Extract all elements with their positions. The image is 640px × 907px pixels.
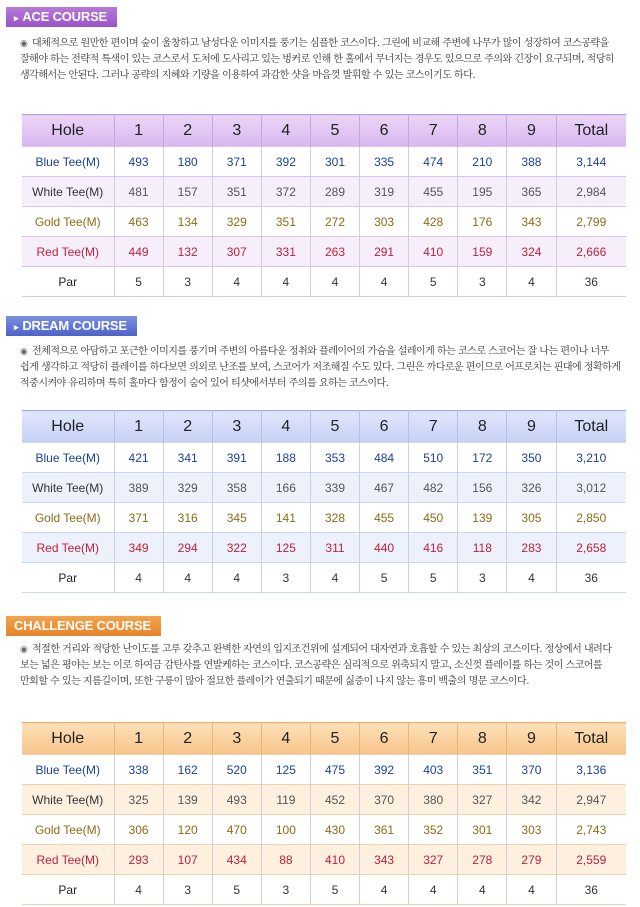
table-cell: 410: [409, 237, 458, 267]
table-row: [22, 503, 626, 533]
table-row: [22, 563, 626, 593]
table-cell: 107: [163, 845, 212, 875]
table-cell: 306: [114, 815, 163, 845]
table-cell: 470: [212, 815, 261, 845]
table-cell: 352: [409, 815, 458, 845]
scorecard-table: [22, 114, 626, 297]
table-row: [22, 147, 626, 177]
table-row: [22, 755, 626, 785]
table-cell: 2,850: [576, 510, 607, 525]
table-cell: 4: [310, 563, 359, 593]
course-title-badge: ▸ ACE COURSE: [6, 7, 117, 27]
table-cell: 365: [507, 177, 556, 207]
table-cell: 351: [458, 755, 507, 785]
header-cell: 8: [458, 115, 507, 147]
header-cell: 2: [163, 723, 212, 755]
table-cell: 341: [163, 443, 212, 473]
tee-name: Gold Tee(M): [22, 207, 114, 237]
course-title-badge: CHALLENGE COURSE: [6, 616, 161, 636]
header-cell: 5: [310, 723, 359, 755]
table-row: [22, 443, 626, 473]
table-cell: 338: [114, 755, 163, 785]
table-cell: 371: [212, 147, 261, 177]
table-header-row: [22, 115, 626, 147]
table-cell: 4: [114, 563, 163, 593]
table-cell: 36: [584, 882, 598, 897]
table-cell: 311: [310, 533, 359, 563]
table-cell: 132: [163, 237, 212, 267]
header-cell: Total: [556, 723, 626, 755]
table-row: [22, 815, 626, 845]
table-cell: 283: [507, 533, 556, 563]
table-cell: 2,799: [576, 214, 607, 229]
header-cell: 8: [458, 411, 507, 443]
table-cell: 452: [310, 785, 359, 815]
table-cell: 4: [163, 563, 212, 593]
table-cell: 455: [409, 177, 458, 207]
table-row: [22, 875, 626, 905]
table-cell: 474: [409, 147, 458, 177]
header-cell: Hole: [22, 723, 114, 755]
table-cell: 328: [310, 503, 359, 533]
table-cell: 421: [114, 443, 163, 473]
course-description: ◉ 대체적으로 원만한 편이며 숲이 울창하고 남성다운 이미지를 풍기는 심플한 코스이다. 그린에 비교해 주변에 나무가 많이 성장하여 코스공략을 잘해야 하는 전략적 특색이 있는 코스로서 도처에 도사리고 있는 벙커로 인해 한 홀에서 무너지는 경우도 있으므로 주의와 긴장이 요구되며, 적당히 생각해서는 안된다. 그러나 공략의 지혜와 기량을 이용하여 과감한 샷을 마음껏 발휘할 수 있는 코스이기도 하다.: [20, 38, 615, 81]
table-cell: 156: [458, 473, 507, 503]
table-cell: 343: [507, 207, 556, 237]
table-cell: 36: [584, 274, 598, 289]
table-cell: 195: [458, 177, 507, 207]
table-cell: 162: [163, 755, 212, 785]
table-cell: 289: [310, 177, 359, 207]
table-cell: 467: [360, 473, 409, 503]
header-cell: 7: [409, 115, 458, 147]
table-cell: 279: [507, 845, 556, 875]
table-cell: 370: [507, 755, 556, 785]
table-cell: 3,012: [556, 473, 626, 503]
table-cell: 141: [261, 503, 310, 533]
table-cell: 484: [360, 443, 409, 473]
table-cell: 139: [163, 785, 212, 815]
table-cell: 325: [114, 785, 163, 815]
header-cell: Hole: [22, 411, 114, 443]
table-cell: 416: [409, 533, 458, 563]
table-cell: 380: [409, 785, 458, 815]
tee-name: White Tee(M): [22, 473, 114, 503]
table-cell: 2,947: [556, 785, 626, 815]
table-cell: 4: [360, 267, 409, 297]
table-cell: 100: [261, 815, 310, 845]
table-cell: 403: [409, 755, 458, 785]
table-cell: 125: [261, 755, 310, 785]
header-cell: 8: [458, 723, 507, 755]
table-cell: 392: [360, 755, 409, 785]
header-cell: Hole: [22, 115, 114, 147]
tee-name: Blue Tee(M): [22, 147, 114, 177]
header-cell: 7: [409, 723, 458, 755]
table-cell: 3,144: [576, 154, 607, 169]
chevron-right-icon: ▸: [14, 13, 19, 23]
table-cell: 88: [261, 845, 310, 875]
table-cell: 4: [458, 875, 507, 905]
table-cell: 388: [507, 147, 556, 177]
table-cell: 342: [507, 785, 556, 815]
table-cell: 125: [261, 533, 310, 563]
header-cell: 1: [114, 115, 163, 147]
header-cell: 2: [163, 115, 212, 147]
course-description: ◉ 전체적으로 아담하고 포근한 이미지를 풍기며 주변의 아름다운 정취와 플레이어의 가슴을 설레이게 하는 코스로 스코어는 잘 나는 편이나 너무 쉽게 생각하고 적당히 플레이를 하다보면 의외로 난조를 보여, 스코어가 저조해질 수도 있다. 그린은 까다로운 편이므로 어프로치는 핀대에 정확하게 적중시켜야 유리하며 특히 홀마다 함정이 숨어 있어 티샷에서부터 주의를 요하는 코스이다.: [20, 346, 621, 389]
tee-name: Blue Tee(M): [22, 443, 114, 473]
table-cell: 475: [310, 755, 359, 785]
table-cell: 335: [360, 147, 409, 177]
table-cell: 159: [458, 237, 507, 267]
table-cell: 303: [360, 207, 409, 237]
table-cell: 428: [409, 207, 458, 237]
table-cell: 331: [261, 237, 310, 267]
table-cell: 520: [212, 755, 261, 785]
tee-name: Blue Tee(M): [22, 755, 114, 785]
table-cell: 350: [507, 443, 556, 473]
table-cell: 326: [507, 473, 556, 503]
table-row: [22, 533, 626, 563]
table-cell: 370: [360, 785, 409, 815]
table-cell: 4: [507, 267, 556, 297]
table-cell: 4: [212, 267, 261, 297]
table-cell: 5: [409, 267, 458, 297]
table-cell: 449: [114, 237, 163, 267]
table-cell: 389: [114, 473, 163, 503]
table-cell: 434: [212, 845, 261, 875]
table-cell: 450: [409, 503, 458, 533]
header-cell: 7: [409, 411, 458, 443]
table-cell: 4: [507, 563, 556, 593]
table-cell: 349: [114, 533, 163, 563]
table-cell: 3: [261, 875, 310, 905]
table-cell: 351: [261, 207, 310, 237]
table-cell: 5: [114, 267, 163, 297]
table-cell: 430: [310, 815, 359, 845]
scorecard-table: [22, 410, 626, 593]
table-cell: 493: [212, 785, 261, 815]
table-cell: 358: [212, 473, 261, 503]
bullet-icon: ◉: [20, 645, 28, 655]
table-row: [22, 177, 626, 207]
table-cell: 319: [360, 177, 409, 207]
table-cell: 301: [458, 815, 507, 845]
header-cell: 3: [212, 723, 261, 755]
table-cell: 2,559: [556, 845, 626, 875]
course-title-badge: ▸ DREAM COURSE: [6, 316, 137, 336]
table-cell: 36: [584, 570, 598, 585]
table-cell: 351: [212, 177, 261, 207]
table-cell: 329: [163, 473, 212, 503]
table-cell: 4: [114, 875, 163, 905]
tee-name: White Tee(M): [22, 177, 114, 207]
header-cell: 1: [114, 723, 163, 755]
table-cell: 372: [261, 177, 310, 207]
table-row: [22, 785, 626, 815]
table-cell: 3: [163, 875, 212, 905]
bullet-icon: ◉: [20, 347, 28, 357]
table-cell: 118: [458, 533, 507, 563]
table-cell: 3: [261, 563, 310, 593]
table-cell: 4: [360, 875, 409, 905]
header-cell: 9: [507, 723, 556, 755]
table-cell: 345: [212, 503, 261, 533]
table-cell: 263: [310, 237, 359, 267]
table-cell: 5: [360, 563, 409, 593]
table-cell: 305: [507, 503, 556, 533]
table-cell: 4: [310, 267, 359, 297]
tee-name: Red Tee(M): [22, 845, 114, 875]
tee-name: Par: [22, 563, 114, 593]
table-cell: 303: [507, 815, 556, 845]
table-cell: 391: [212, 443, 261, 473]
table-cell: 157: [163, 177, 212, 207]
table-cell: 327: [458, 785, 507, 815]
table-cell: 343: [360, 845, 409, 875]
header-cell: 5: [310, 411, 359, 443]
table-cell: 2,666: [556, 237, 626, 267]
table-cell: 5: [212, 875, 261, 905]
table-cell: 339: [310, 473, 359, 503]
scorecard-table: [22, 722, 626, 905]
tee-name: Red Tee(M): [22, 237, 114, 267]
header-cell: 6: [360, 723, 409, 755]
table-cell: 119: [261, 785, 310, 815]
table-cell: 3,136: [576, 762, 607, 777]
header-cell: 4: [261, 723, 310, 755]
table-cell: 322: [212, 533, 261, 563]
ace-course-section: [0, 0, 640, 300]
tee-name: Gold Tee(M): [22, 815, 114, 845]
table-cell: 3: [458, 267, 507, 297]
table-cell: 166: [261, 473, 310, 503]
header-cell: 3: [212, 411, 261, 443]
table-cell: 455: [360, 503, 409, 533]
table-cell: 481: [114, 177, 163, 207]
header-cell: 4: [261, 115, 310, 147]
table-cell: 180: [163, 147, 212, 177]
table-cell: 176: [458, 207, 507, 237]
table-cell: 4: [212, 563, 261, 593]
table-cell: 327: [409, 845, 458, 875]
header-cell: 9: [507, 115, 556, 147]
header-cell: 5: [310, 115, 359, 147]
table-row: [22, 267, 626, 297]
table-cell: 4: [507, 875, 556, 905]
table-header-row: [22, 411, 626, 443]
table-cell: 139: [458, 503, 507, 533]
table-cell: 482: [409, 473, 458, 503]
header-cell: 1: [114, 411, 163, 443]
table-cell: 291: [360, 237, 409, 267]
table-cell: 3: [458, 563, 507, 593]
table-cell: 2,743: [576, 822, 607, 837]
table-cell: 324: [507, 237, 556, 267]
table-row: [22, 845, 626, 875]
table-cell: 493: [114, 147, 163, 177]
tee-name: Par: [22, 267, 114, 297]
table-cell: 463: [114, 207, 163, 237]
table-cell: 361: [360, 815, 409, 845]
table-cell: 371: [114, 503, 163, 533]
table-cell: 294: [163, 533, 212, 563]
table-cell: 134: [163, 207, 212, 237]
table-cell: 329: [212, 207, 261, 237]
dream-course-section: [0, 310, 640, 600]
challenge-course-section: [0, 610, 640, 907]
header-cell: 3: [212, 115, 261, 147]
header-cell: 6: [360, 115, 409, 147]
header-cell: 2: [163, 411, 212, 443]
table-cell: 410: [310, 845, 359, 875]
table-cell: 210: [458, 147, 507, 177]
tee-name: Par: [22, 875, 114, 905]
bullet-icon: ◉: [20, 39, 28, 49]
header-cell: Total: [556, 115, 626, 147]
table-cell: 172: [458, 443, 507, 473]
tee-name: Gold Tee(M): [22, 503, 114, 533]
header-cell: 4: [261, 411, 310, 443]
table-cell: 4: [261, 267, 310, 297]
chevron-right-icon: ▸: [14, 322, 19, 332]
header-cell: Total: [556, 411, 626, 443]
table-cell: 2,658: [556, 533, 626, 563]
table-cell: 2,984: [556, 177, 626, 207]
table-cell: 278: [458, 845, 507, 875]
table-cell: 120: [163, 815, 212, 845]
table-cell: 3,210: [576, 450, 607, 465]
table-cell: 392: [261, 147, 310, 177]
table-cell: 4: [409, 875, 458, 905]
table-cell: 440: [360, 533, 409, 563]
header-cell: 9: [507, 411, 556, 443]
table-cell: 3: [163, 267, 212, 297]
table-cell: 353: [310, 443, 359, 473]
table-row: [22, 473, 626, 503]
table-cell: 293: [114, 845, 163, 875]
table-cell: 5: [310, 875, 359, 905]
table-cell: 510: [409, 443, 458, 473]
table-row: [22, 207, 626, 237]
table-row: [22, 237, 626, 267]
header-cell: 6: [360, 411, 409, 443]
table-cell: 5: [409, 563, 458, 593]
course-description: ◉ 적절한 거리와 적당한 난이도를 고루 갖추고 완벽한 자연의 입지조건위에 설계되어 대자연과 호흡할 수 있는 최상의 코스이다. 정상에서 내려다 보는 넓은 평야는 보는 이로 하여금 감탄사를 연발케하는 코스이다. 코스공략은 심리적으로 위축되지 말고, 소신껏 플레이를 하는 것이 스코어를 만회할 수 있는 지름길이며, 또한 구릉이 많아 절묘한 플레이가 연출되기 때문에 싫증이 나지 않는 흥미 백출의 명문 코스이다.: [20, 644, 612, 687]
table-header-row: [22, 723, 626, 755]
tee-name: White Tee(M): [22, 785, 114, 815]
table-cell: 316: [163, 503, 212, 533]
table-cell: 301: [310, 147, 359, 177]
tee-name: Red Tee(M): [22, 533, 114, 563]
table-cell: 188: [261, 443, 310, 473]
table-cell: 307: [212, 237, 261, 267]
table-cell: 272: [310, 207, 359, 237]
